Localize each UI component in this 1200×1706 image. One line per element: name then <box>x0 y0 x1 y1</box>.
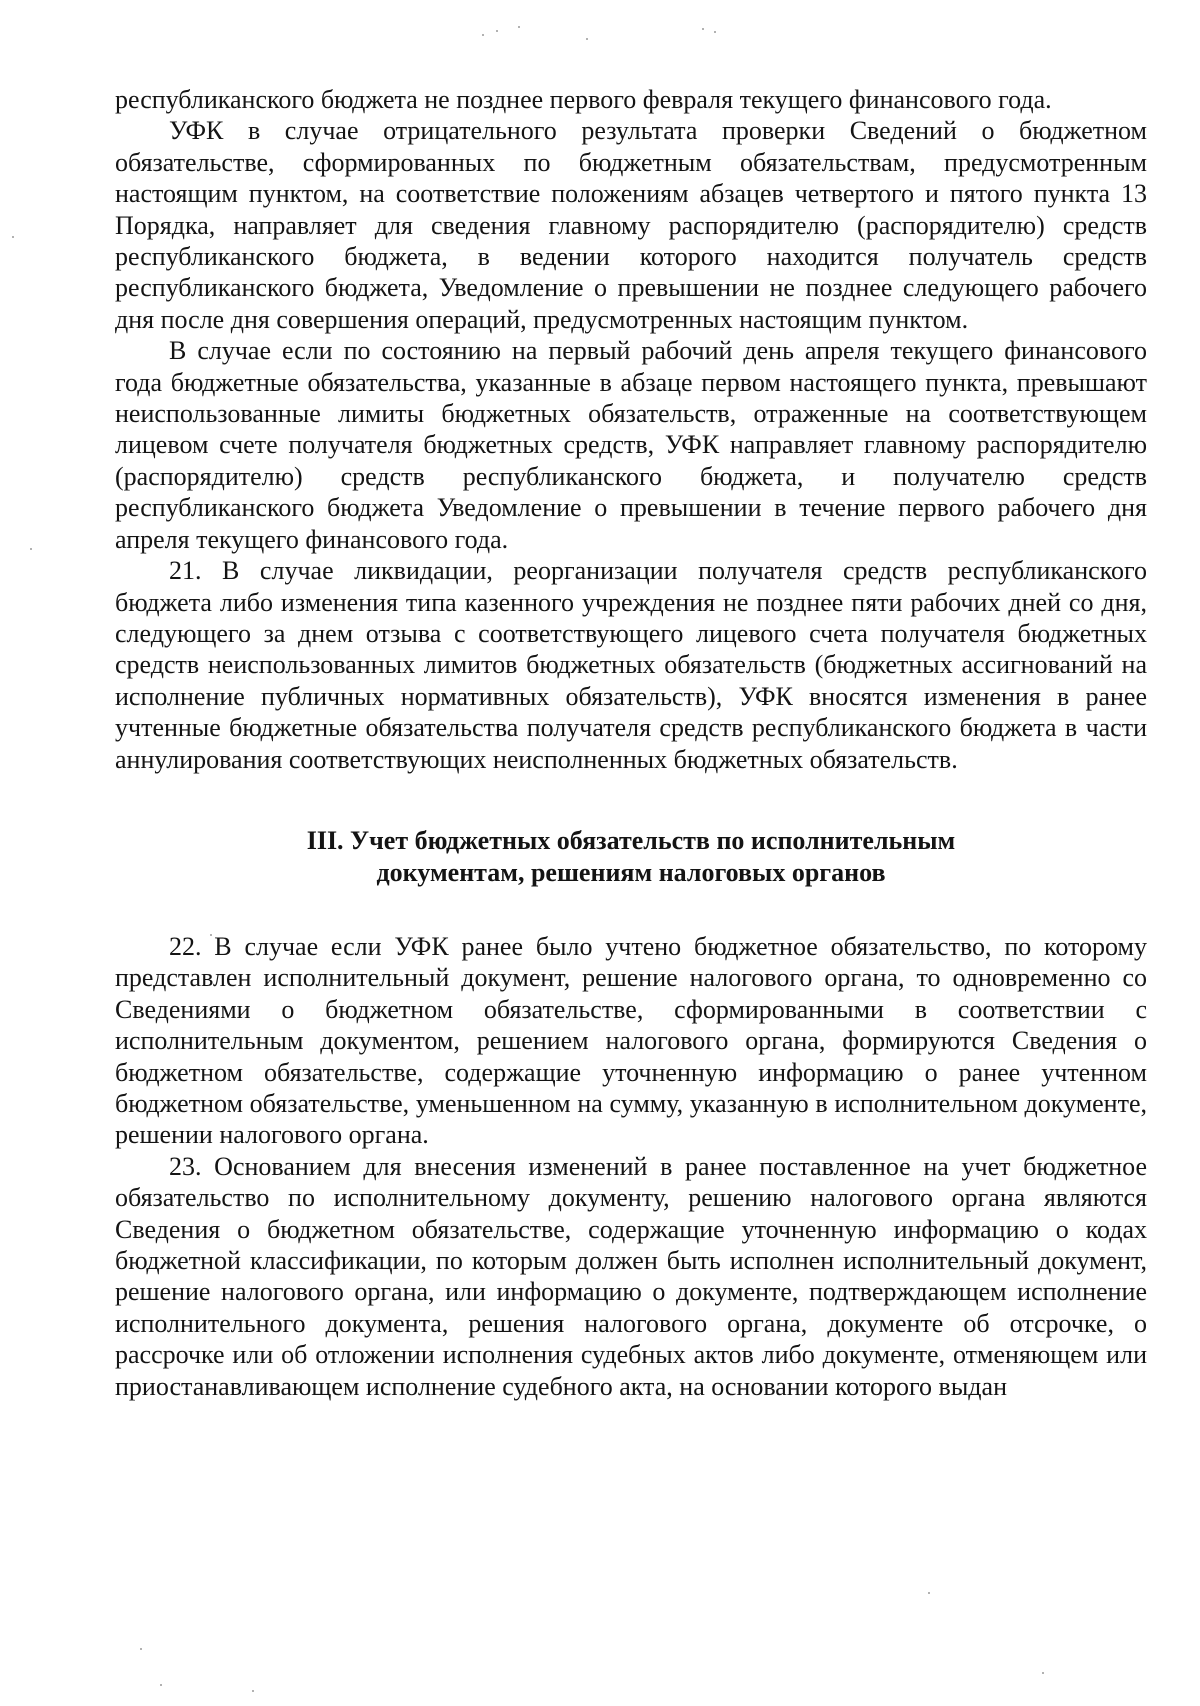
document-body <box>115 84 1147 1402</box>
scan-speck <box>702 28 704 30</box>
section-heading-line-1: III. Учет бюджетных обязательств по исполнительным <box>306 825 956 855</box>
scan-speck <box>714 31 716 33</box>
scan-speck <box>252 1690 254 1692</box>
scan-speck <box>518 26 520 28</box>
section-heading-line-2: документам, решениям налоговых органов <box>376 857 886 887</box>
paragraph-april-excess: В случае если по состоянию на первый рабочий день апреля текущего финансового года бюджетные обязательства, указанные в абзаце первом настоящего пункта, превышают неиспользованные лимиты бюджетных обязательств, отраженные на соответствующем лицевом счете получателя бюджетных средств, УФК направляет главному распорядителю (распорядителю) средств республиканского бюджета, и получателю средств республиканского бюджета Уведомление о превышении в течение первого рабочего дня апреля текущего финансового года. <box>115 336 1147 554</box>
paragraph-ufk-negative-check: УФК в случае отрицательного результата проверки Сведений о бюджетном обязательстве, сформированных по бюджетным обязательствам, предусмотренным настоящим пунктом, на соответствие положениям абзацев четвертого и пятого пункта 13 Порядка, направляет для сведения главному распорядителю (распорядителю) средств республиканского бюджета, в ведении которого находится получатель средств республиканского бюджета, Уведомление о превышении не позднее следующего рабочего дня после дня совершения операций, предусмотренных настоящим пунктом. <box>115 116 1147 334</box>
scan-speck <box>586 38 588 40</box>
scan-speck <box>12 236 14 238</box>
paragraph-item-21: 21. В случае ликвидации, реорганизации получателя средств республиканского бюджета либо изменения типа казенного учреждения не позднее пяти рабочих дней со дня, следующего за днем отзыва с соответствующего лицевого счета получателя бюджетных средств неиспользованных лимитов бюджетных обязательств (бюджетных ассигнований на исполнение публичных нормативных обязательств), УФК вносятся изменения в ранее учтенные бюджетные обязательства получателя средств республиканского бюджета в части аннулирования соответствующих неисполненных бюджетных обязательств. <box>115 556 1147 774</box>
scan-speck <box>482 34 484 36</box>
scan-speck <box>496 30 498 32</box>
scan-speck <box>160 1684 162 1686</box>
paragraph-item-22: 22. В случае если УФК ранее было учтено бюджетное обязательство, по которому представлен исполнительный документ, решение налогового органа, то одновременно со Сведениями о бюджетном обязательстве, сформированными в соответствии с исполнительным документом, решением налогового органа, формируются Сведения о бюджетном обязательстве, содержащие уточненную информацию о ранее учтенном бюджетном обязательстве, уменьшенном на сумму, указанную в исполнительном документе, решении налогового органа. <box>115 931 1147 1150</box>
section-heading <box>115 825 1147 889</box>
paragraph-item-23: 23. Основанием для внесения изменений в ранее поставленное на учет бюджетное обязательство по исполнительному документу, решению налогового органа являются Сведения о бюджетном обязательстве, содержащие уточненную информацию о кодах бюджетной классификации, по которым должен быть исполнен исполнительный документ, решение налогового органа, или информацию о документе, подтверждающем исполнение исполнительного документа, решения налогового органа, документе об отсрочке, о рассрочке или об отложении исполнения судебных актов либо документе, отменяющем или приостанавливающем исполнение судебного акта, на основании которого выдан <box>115 1151 1147 1401</box>
scan-speck <box>140 1648 142 1650</box>
scan-speck <box>30 548 32 550</box>
scan-speck <box>1042 1672 1044 1674</box>
scan-speck <box>928 1592 930 1594</box>
paragraph-continuation: республиканского бюджета не позднее первого февраля текущего финансового года. <box>115 85 1052 114</box>
